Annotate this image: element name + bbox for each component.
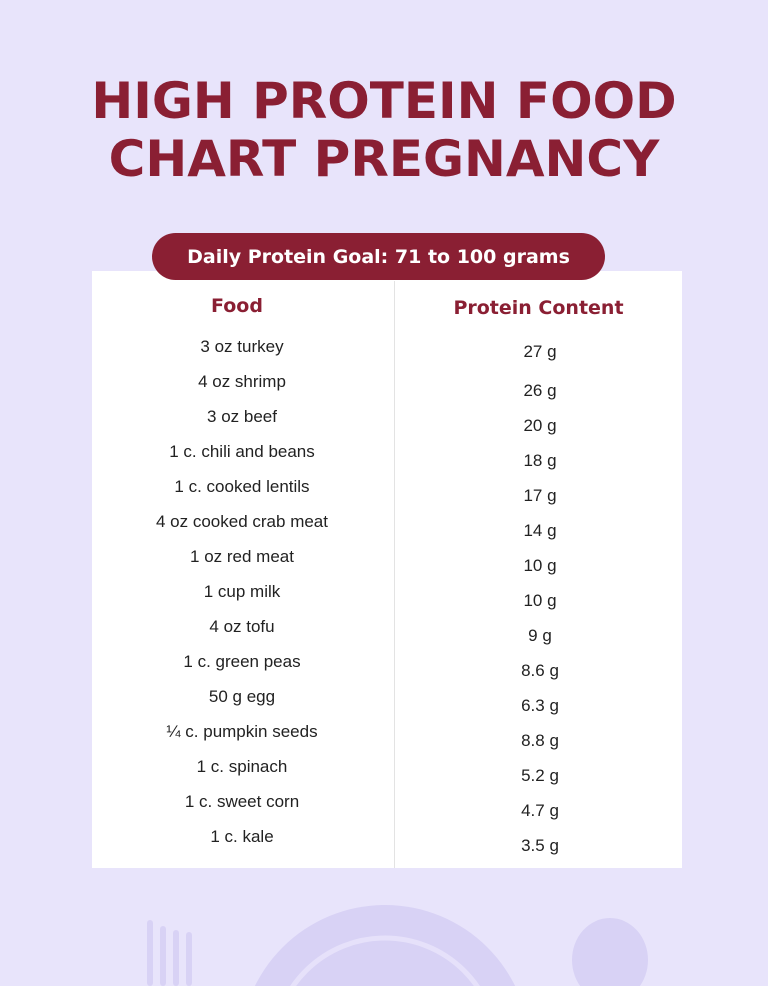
protein-value: 4.7 g (521, 801, 559, 820)
protein-value: 10 g (523, 591, 557, 610)
protein-value: 14 g (523, 521, 557, 540)
food-item: 1 c. kale (210, 827, 274, 846)
title-line-2: CHART PREGNANCY (108, 130, 660, 188)
protein-value: 9 g (528, 626, 552, 645)
protein-value: 17 g (523, 486, 557, 505)
title-line-1: HIGH PROTEIN FOOD (91, 72, 677, 130)
protein-column-header: Protein Content (453, 297, 624, 319)
food-item: 1 c. green peas (183, 652, 301, 671)
protein-table-card (92, 271, 682, 868)
page-title (0, 72, 768, 188)
food-column-header: Food (211, 295, 263, 317)
plate-icon (240, 905, 530, 986)
protein-value: 8.8 g (521, 731, 559, 750)
protein-value: 3.5 g (521, 836, 559, 855)
protein-value: 27 g (523, 342, 557, 361)
food-item: 4 oz shrimp (198, 372, 286, 391)
protein-value: 20 g (523, 416, 557, 435)
food-item: 4 oz cooked crab meat (156, 512, 328, 531)
food-item: 1 c. chili and beans (169, 442, 315, 461)
food-item: 50 g egg (208, 687, 276, 706)
protein-value: 26 g (523, 381, 557, 400)
daily-goal-badge: Daily Protein Goal: 71 to 100 grams (152, 233, 605, 280)
protein-value: 10 g (523, 556, 557, 575)
food-item: 1 c. spinach (196, 757, 288, 776)
food-item: 3 oz beef (207, 407, 277, 426)
protein-value: 18 g (523, 451, 557, 470)
protein-list (395, 341, 685, 870)
fork-icon (147, 920, 192, 986)
protein-value: 8.6 g (521, 661, 559, 680)
food-item: ¼ c. pumpkin seeds (166, 722, 318, 741)
food-item: 3 oz turkey (200, 337, 284, 356)
food-item: 1 c. sweet corn (184, 792, 300, 811)
spoon-icon (572, 918, 648, 986)
food-item: 1 c. cooked lentils (174, 477, 310, 496)
food-item: 1 oz red meat (190, 547, 294, 566)
protein-value: 5.2 g (521, 766, 559, 785)
tableware-decoration (0, 880, 768, 986)
food-item: 4 oz tofu (209, 617, 275, 636)
food-list (92, 336, 392, 861)
protein-value: 6.3 g (521, 696, 559, 715)
food-item: 1 cup milk (203, 582, 281, 601)
